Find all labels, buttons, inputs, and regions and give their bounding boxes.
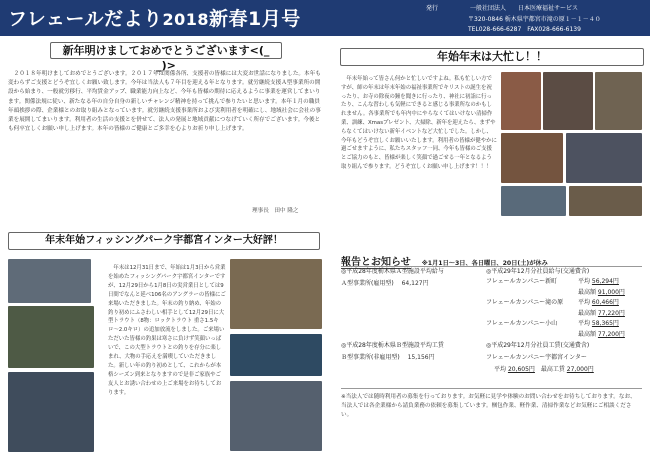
a-type-row: [341, 280, 481, 288]
masthead-year: 2018: [162, 10, 210, 29]
b-type-heading: ◎平成28年度栃木県Ｂ型施設平均工賃: [341, 342, 444, 349]
salary-kind: 平均: [578, 299, 592, 306]
salary-kind: 平均: [578, 320, 592, 327]
newyear-photo-6: [501, 186, 566, 216]
b-type-row: [341, 354, 481, 362]
salary-company: フレェールカンパニー小山: [486, 320, 558, 327]
notice-holiday: ※1月1日〜3日、各日曜日、20日(土)が休み: [421, 260, 548, 267]
fishing-body: [108, 264, 226, 450]
org-name: 日本医療福祉サービス: [518, 5, 579, 12]
salary-row: [486, 331, 646, 339]
notice-divider: [341, 266, 642, 267]
notice-left-column: [341, 268, 481, 398]
greeting-signature: 理事長 田中 隆之: [252, 208, 299, 214]
wage-avg-label: 平均: [494, 366, 507, 373]
newyear-photo-4: [501, 133, 563, 183]
fishing-photo-2: [8, 306, 94, 368]
salary-amount: 77,220円: [597, 309, 625, 317]
notice-footer: ※当法人では随時利用者の募集を行っております。お気軽に見学や体験のお問い合わせをお待ちしております。なお、当法人では各企業様から請負業務の依頼を募集しています。梱包作業、軽作業、清掃作業などお気軽にご相談ください。: [341, 394, 636, 418]
fishing-heading: 年末年始フィッシングパーク宇都宮インター大好評！: [8, 232, 320, 250]
wage-avg-amount: 20,605円: [507, 366, 535, 373]
org-contact: TEL028-666-6287 FAX028-666-6139: [468, 26, 581, 33]
salary-amount: 56,294円: [591, 278, 619, 285]
fishing-text: 年末は12月31日まで、年始は1月3日から営業を始めたフィッシングパーク宇都宮インターですが、12月29日から1月8日の実営業日としては9日間でなんと延べ106名のアングラーの皆様にご来場いただきました。年末の釣り納め、年始の釣り初めにふさわしい相手として12月29日に大型トラウト（8物：ロックトラウト 重さ1.5キロ〜2.0キロ）の追加放流をしました。ご来場いただいた皆様の釣果は寒さに負けず笑顔いっぱいで、この大型トラウトとの釣りを存分に楽しまれ、大物の手応えを満喫していただきました。新しい年の釣り初めとして、これからが本格シーズン到来となりますので是非ご家族やご友人とお誘い合わせの上ご来場をお待ちしております。: [108, 265, 226, 396]
salary-row: [486, 278, 646, 286]
fishing-photo-3: [8, 372, 94, 452]
notice-right-column: [486, 268, 646, 398]
newyear-text: 年末年始って皆さん何かと忙しいですよね。私も忙しい方ですが、師の年末は年末年始の福祉事業所でキリストの誕生を祝ったり、お寺の除夜の鐘を聞きに行ったり、神社に初詣に行ったり、こんな習わしも気軽にできると感じる事業所なのかもしれません。各事業所でも年内中にやらなくてはいけない清掃作業、訓練、Xmasプレゼント、大掃除、新年を迎えたら、まずやらなくてはいけない新年イベントなど大忙しでした。しかし、今年もどうぞ宜しくお願いいたします。利用者の皆様が健やかに過ごせますように、私たちスタッフ一同、今年も皆様のご支援とご協力のもと、皆様が楽しく笑顔で過ごせる一年となるよう取り組んで参ります。どうぞ宜しくお願い申し上げます！！！: [341, 76, 497, 170]
b-type-label: Ｂ型事業所(非雇用型): [341, 354, 400, 361]
wage-max-label: 最高工賃: [540, 366, 565, 373]
newyear-photo-2: [543, 72, 593, 130]
wage-heading: ◎平成29年12月分社員工賃(交通費含): [486, 342, 590, 349]
masthead-name: フレェールだより: [8, 8, 163, 30]
fishing-photo-1: [8, 259, 91, 303]
a-type-label: Ａ型事業所(雇用型): [341, 280, 394, 287]
greeting-heading: 新年明けましておめでとうございます<(_ _)>: [50, 42, 282, 59]
salary-amount: 77,200円: [597, 330, 625, 338]
newsletter-header: [0, 0, 650, 36]
org-address: 〒320-0846 栃木県宇都宮市滝の原１－１－４０: [468, 16, 601, 23]
salary-row: [486, 310, 646, 318]
fishing-photo-4: [230, 259, 322, 329]
newyear-photo-5: [566, 133, 642, 183]
masthead-title: [8, 4, 301, 31]
newyear-photo-7: [569, 186, 642, 216]
a-type-amount: 64,127円: [401, 280, 429, 287]
org-type: 一般社団法人: [470, 5, 507, 12]
notice-footer-divider: [341, 388, 642, 389]
salary-kind: 平均: [578, 278, 592, 285]
salary-company: フレェールカンパニー滝の原: [486, 299, 564, 306]
fishing-photo-5: [230, 334, 322, 376]
fishing-photo-6: [230, 381, 322, 451]
publisher-label: 発行: [426, 5, 439, 12]
newyear-body: [341, 75, 497, 215]
salary-row: [486, 289, 646, 297]
salary-heading: ◎平成29年12月分社員給与(交通費含): [486, 268, 590, 275]
salary-amount: 91,000円: [597, 288, 625, 296]
salary-kind: 最高額: [578, 330, 598, 338]
newyear-photo-3: [595, 72, 642, 130]
masthead-issue: 新春1月号: [209, 8, 301, 30]
salary-kind: 最高額: [578, 309, 598, 317]
wage-company: フレェールカンパニー宇都宮インター: [486, 354, 587, 361]
greeting-text: ２０１８年明けましておめでとうございます。２０１７年は関係各所、支援者の皆様には大変お世話になりました。本年も変わらずご支援とどうぞ宜しくお願い致します。今年は当法人も７年目を迎える年となります。就労継続支援Ａ型事業所の開設から始まり、一般就労移行、平均賃金アップ、職業能力向上など、今年も皆様の期待に応えるように事業を運営してまいります。関係法規に従い、新たなる年の自分自身の新しいチャレンジ精神を持って挑んで参りたいと思います。本年１月の職員年頭挨拶の際、企業様とのお取り組みとなっています。就労継続支援事業所および実利用者を明確にし、地域社会に会社の事業を展開してまいります。利用者の生活の支援とを併せて、法人の発展と地域貢献につなげていく所存でございます。今後とも何卒宜しくお願い申し上げます。本年の皆様のご健康とご多幸を心よりお祈り申し上げます。: [8, 71, 321, 133]
newyear-heading: 年始年末は大忙し！！: [340, 48, 644, 66]
salary-company: フレェールカンパニー新町: [486, 278, 558, 285]
notice-title-row: [341, 250, 642, 268]
salary-kind: 最高額: [578, 288, 598, 296]
wage-values: [486, 366, 646, 374]
salary-amount: 60,466円: [591, 299, 619, 306]
notice-heading: 報告とお知らせ: [341, 257, 411, 268]
wage-max-amount: 27,000円: [566, 366, 594, 373]
salary-row: [486, 299, 646, 307]
salary-amount: 58,365円: [591, 320, 619, 327]
greeting-body: [8, 70, 323, 190]
salary-row: [486, 320, 646, 328]
b-type-amount: 15,156円: [407, 354, 435, 361]
newyear-photo-1: [501, 72, 541, 130]
a-type-heading: ◎平成28年度栃木県Ａ型施設平均給与: [341, 268, 444, 275]
